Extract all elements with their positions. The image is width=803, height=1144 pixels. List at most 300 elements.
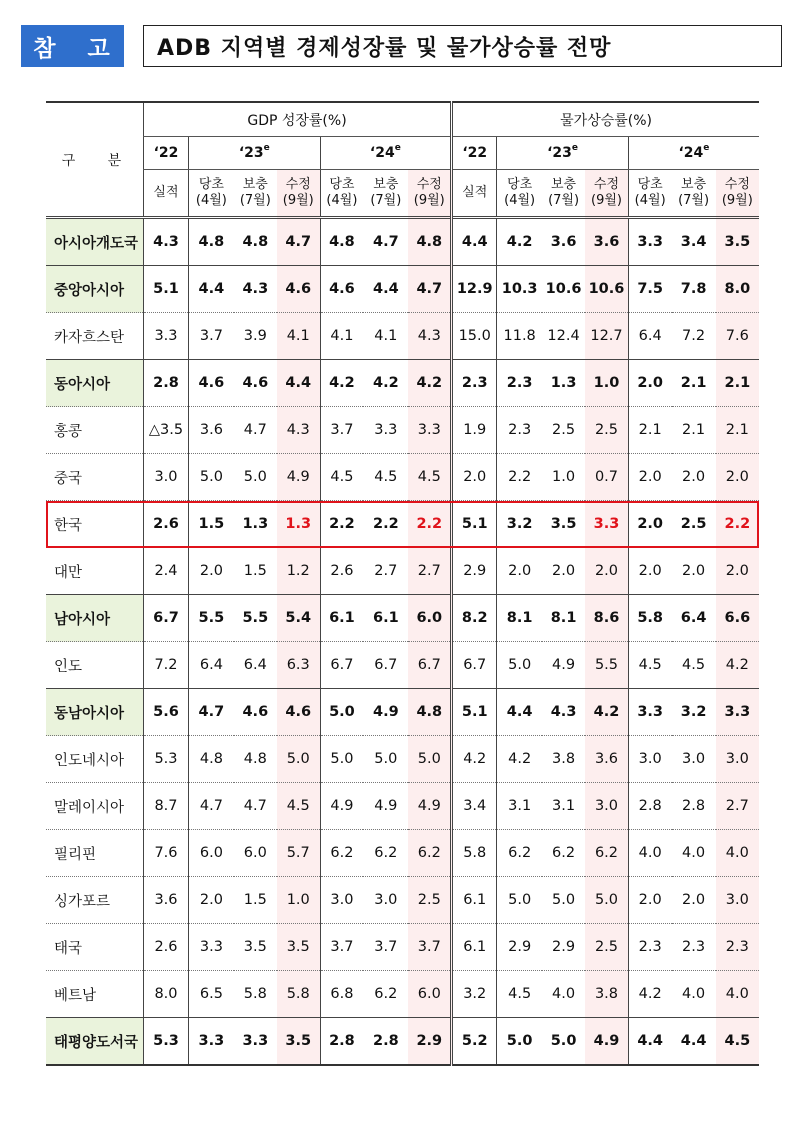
cpi-value-cell: 2.0: [542, 548, 585, 595]
cpi-value-cell: 1.0: [542, 454, 585, 501]
table-row: [46, 548, 759, 595]
cpi-value-cell: 4.2: [628, 971, 671, 1018]
gdp-value-cell: 5.0: [277, 736, 320, 783]
cpi-value-cell: 2.0: [628, 877, 671, 924]
region-name: 아시아개도국: [46, 218, 143, 266]
gdp-value-cell: 3.7: [320, 407, 363, 454]
cpi-value-cell: 5.0: [585, 877, 628, 924]
gdp-value-cell: 5.8: [234, 971, 277, 1018]
cpi-value-cell: 3.0: [672, 736, 716, 783]
cpi-value-cell: 2.2: [716, 501, 759, 548]
table-row: [46, 266, 759, 313]
cpi-group-header: 물가상승률(%): [452, 102, 759, 137]
gdp-value-cell: 4.7: [408, 266, 451, 313]
region-name: 남아시아: [46, 595, 143, 642]
cpi-value-cell: 5.0: [497, 1018, 542, 1066]
cpi-value-cell: 4.5: [716, 1018, 759, 1066]
cpi-value-cell: 4.2: [452, 736, 497, 783]
gdp-value-cell: 2.5: [408, 877, 451, 924]
cpi-value-cell: 2.8: [672, 783, 716, 830]
gdp-value-cell: 6.7: [363, 642, 408, 689]
gdp-value-cell: 4.8: [408, 689, 451, 736]
region-name: 베트남: [46, 971, 143, 1018]
gdp-value-cell: 5.0: [320, 689, 363, 736]
gdp-value-cell: 6.7: [320, 642, 363, 689]
cpi-value-cell: 2.3: [452, 360, 497, 407]
gdp-value-cell: 3.5: [277, 924, 320, 971]
cpi-value-cell: 1.9: [452, 407, 497, 454]
cpi-value-cell: 3.3: [628, 218, 671, 266]
cpi-value-cell: 6.1: [452, 877, 497, 924]
cpi-value-cell: 4.0: [672, 830, 716, 877]
year-22-cpi: ‘22: [452, 137, 497, 170]
cpi-value-cell: 8.1: [542, 595, 585, 642]
gdp-group-header: GDP 성장률(%): [143, 102, 451, 137]
gdp-value-cell: 3.3: [234, 1018, 277, 1066]
gdp-value-cell: 6.3: [277, 642, 320, 689]
gdp-value-cell: 5.1: [143, 266, 188, 313]
gdp-value-cell: 1.0: [277, 877, 320, 924]
cpi-value-cell: 1.3: [542, 360, 585, 407]
cpi-value-cell: 2.0: [628, 360, 671, 407]
gdp-value-cell: 6.2: [408, 830, 451, 877]
cpi-value-cell: 2.0: [672, 454, 716, 501]
gdp-value-cell: 4.4: [277, 360, 320, 407]
cpi-value-cell: 5.0: [497, 877, 542, 924]
gdp-value-cell: 4.6: [234, 689, 277, 736]
year-23-gdp: ‘23e: [189, 137, 321, 170]
cpi-value-cell: 6.6: [716, 595, 759, 642]
cpi-value-cell: 2.0: [628, 454, 671, 501]
gdp-value-cell: 5.6: [143, 689, 188, 736]
cpi-value-cell: 3.2: [672, 689, 716, 736]
cpi-value-cell: 2.1: [716, 360, 759, 407]
cpi-value-cell: 3.4: [452, 783, 497, 830]
gdp-value-cell: 4.4: [189, 266, 234, 313]
gdp-value-cell: 5.0: [189, 454, 234, 501]
table-row: [46, 642, 759, 689]
gdp-value-cell: 6.8: [320, 971, 363, 1018]
gdp-value-cell: 4.3: [277, 407, 320, 454]
gdp-value-cell: 3.7: [363, 924, 408, 971]
subhead-orig: 당초 (4월): [497, 170, 542, 218]
cpi-value-cell: 7.2: [672, 313, 716, 360]
gdp-value-cell: 5.5: [234, 595, 277, 642]
gdp-value-cell: 4.6: [277, 266, 320, 313]
table-header: [46, 102, 759, 218]
gdp-value-cell: 2.4: [143, 548, 188, 595]
gdp-value-cell: 1.5: [189, 501, 234, 548]
reference-badge: 참 고: [21, 25, 124, 67]
cpi-value-cell: 6.2: [585, 830, 628, 877]
gdp-value-cell: 4.8: [320, 218, 363, 266]
cpi-value-cell: 2.3: [672, 924, 716, 971]
cpi-value-cell: 5.8: [452, 830, 497, 877]
subhead-rev: 수정 (9월): [277, 170, 320, 218]
gdp-value-cell: 4.7: [234, 783, 277, 830]
gdp-value-cell: 3.5: [277, 1018, 320, 1066]
subhead-rev: 수정 (9월): [408, 170, 451, 218]
gdp-value-cell: 2.8: [363, 1018, 408, 1066]
table-row: [46, 454, 759, 501]
gdp-value-cell: 4.8: [234, 218, 277, 266]
cpi-value-cell: 10.3: [497, 266, 542, 313]
cpi-value-cell: 4.5: [497, 971, 542, 1018]
gdp-value-cell: 2.0: [189, 877, 234, 924]
cpi-value-cell: 2.0: [497, 548, 542, 595]
subheader-row: [46, 170, 759, 218]
subhead-orig: 당초 (4월): [628, 170, 671, 218]
gdp-value-cell: 6.0: [408, 971, 451, 1018]
gdp-value-cell: 4.6: [234, 360, 277, 407]
cpi-value-cell: 4.5: [672, 642, 716, 689]
cpi-value-cell: 3.6: [542, 218, 585, 266]
gdp-value-cell: 3.3: [189, 1018, 234, 1066]
gdp-value-cell: 5.3: [143, 1018, 188, 1066]
cpi-value-cell: 2.1: [672, 407, 716, 454]
gdp-value-cell: 4.2: [320, 360, 363, 407]
cpi-value-cell: 4.0: [542, 971, 585, 1018]
gdp-value-cell: 3.0: [320, 877, 363, 924]
cpi-value-cell: 4.0: [628, 830, 671, 877]
gdp-value-cell: 4.3: [234, 266, 277, 313]
gdp-value-cell: 4.4: [363, 266, 408, 313]
gdp-value-cell: 6.1: [363, 595, 408, 642]
table-row: [46, 313, 759, 360]
cpi-value-cell: 12.9: [452, 266, 497, 313]
region-name: 대만: [46, 548, 143, 595]
gdp-value-cell: 2.6: [143, 924, 188, 971]
cpi-value-cell: 5.1: [452, 689, 497, 736]
table-row: [46, 830, 759, 877]
gdp-value-cell: 6.4: [189, 642, 234, 689]
gdp-value-cell: 6.2: [320, 830, 363, 877]
gdp-value-cell: 8.7: [143, 783, 188, 830]
gdp-value-cell: 4.7: [277, 218, 320, 266]
gdp-value-cell: 5.5: [189, 595, 234, 642]
cpi-value-cell: 4.2: [716, 642, 759, 689]
cpi-value-cell: 2.0: [585, 548, 628, 595]
cpi-value-cell: 3.0: [716, 877, 759, 924]
gdp-value-cell: 4.5: [320, 454, 363, 501]
cpi-value-cell: 11.8: [497, 313, 542, 360]
subhead-sup: 보충 (7월): [548, 177, 580, 208]
gdp-value-cell: 5.7: [277, 830, 320, 877]
cpi-value-cell: 3.8: [585, 971, 628, 1018]
gdp-value-cell: 2.6: [320, 548, 363, 595]
subhead-actual: 실적: [452, 170, 497, 218]
cpi-value-cell: 2.3: [497, 360, 542, 407]
subhead-sup: 보충 (7월): [678, 177, 710, 208]
gdp-value-cell: 3.0: [363, 877, 408, 924]
cpi-value-cell: 3.5: [542, 501, 585, 548]
gdp-value-cell: 1.3: [234, 501, 277, 548]
gdp-value-cell: 1.3: [277, 501, 320, 548]
cpi-value-cell: 6.4: [628, 313, 671, 360]
cpi-value-cell: 2.9: [452, 548, 497, 595]
gdp-value-cell: △3.5: [143, 407, 188, 454]
cpi-value-cell: 15.0: [452, 313, 497, 360]
cpi-value-cell: 4.0: [716, 830, 759, 877]
gdp-value-cell: 4.1: [277, 313, 320, 360]
cpi-value-cell: 3.1: [497, 783, 542, 830]
cpi-value-cell: 10.6: [585, 266, 628, 313]
cpi-value-cell: 3.6: [585, 218, 628, 266]
gdp-value-cell: 6.2: [363, 830, 408, 877]
cpi-value-cell: 2.1: [628, 407, 671, 454]
cpi-value-cell: 3.3: [585, 501, 628, 548]
gdp-value-cell: 6.0: [234, 830, 277, 877]
cpi-value-cell: 4.2: [497, 736, 542, 783]
region-name: 동남아시아: [46, 689, 143, 736]
table-row: [46, 1018, 759, 1066]
subhead-rev: 수정 (9월): [716, 170, 759, 218]
cpi-value-cell: 2.2: [497, 454, 542, 501]
year-23-cpi: ‘23e: [497, 137, 629, 170]
cpi-value-cell: 4.3: [542, 689, 585, 736]
cpi-value-cell: 2.3: [716, 924, 759, 971]
gdp-value-cell: 4.7: [189, 689, 234, 736]
cpi-value-cell: 4.2: [497, 218, 542, 266]
cpi-value-cell: 4.4: [628, 1018, 671, 1066]
subhead-sup: 보충 (7월): [239, 177, 271, 208]
gdp-value-cell: 4.7: [363, 218, 408, 266]
cpi-value-cell: 5.0: [542, 1018, 585, 1066]
table-body: [46, 218, 759, 1066]
table-row: [46, 407, 759, 454]
gdp-value-cell: 4.3: [408, 313, 451, 360]
gdp-value-cell: 4.5: [408, 454, 451, 501]
table-row: [46, 360, 759, 407]
table-row: [46, 595, 759, 642]
cpi-value-cell: 10.6: [542, 266, 585, 313]
year-24-gdp: ‘24e: [320, 137, 452, 170]
gdp-value-cell: 2.8: [143, 360, 188, 407]
cpi-value-cell: 8.6: [585, 595, 628, 642]
cpi-value-cell: 2.8: [628, 783, 671, 830]
cpi-value-cell: 4.0: [716, 971, 759, 1018]
gdp-value-cell: 3.9: [234, 313, 277, 360]
gdp-value-cell: 4.6: [320, 266, 363, 313]
cpi-value-cell: 2.0: [672, 877, 716, 924]
gdp-value-cell: 4.9: [363, 689, 408, 736]
gdp-value-cell: 3.6: [189, 407, 234, 454]
gdp-value-cell: 4.8: [408, 218, 451, 266]
gdp-value-cell: 6.5: [189, 971, 234, 1018]
region-name: 동아시아: [46, 360, 143, 407]
page-title: ADB 지역별 경제성장률 및 물가상승률 전망: [143, 25, 782, 67]
subhead-rev: 수정 (9월): [585, 170, 628, 218]
gdp-value-cell: 3.7: [320, 924, 363, 971]
cpi-value-cell: 3.6: [585, 736, 628, 783]
cpi-value-cell: 2.5: [542, 407, 585, 454]
gdp-value-cell: 2.8: [320, 1018, 363, 1066]
gdp-value-cell: 4.8: [189, 736, 234, 783]
gdp-value-cell: 6.7: [143, 595, 188, 642]
cpi-value-cell: 4.5: [628, 642, 671, 689]
gdp-value-cell: 5.3: [143, 736, 188, 783]
cpi-value-cell: 2.9: [497, 924, 542, 971]
gdp-value-cell: 4.9: [320, 783, 363, 830]
cpi-value-cell: 6.2: [497, 830, 542, 877]
cpi-value-cell: 5.0: [542, 877, 585, 924]
gdp-value-cell: 5.8: [277, 971, 320, 1018]
cpi-value-cell: 2.0: [628, 548, 671, 595]
cpi-value-cell: 5.1: [452, 501, 497, 548]
gdp-value-cell: 4.6: [189, 360, 234, 407]
gdp-value-cell: 7.2: [143, 642, 188, 689]
table-row: [46, 924, 759, 971]
cpi-value-cell: 3.1: [542, 783, 585, 830]
gdp-value-cell: 4.1: [320, 313, 363, 360]
cpi-value-cell: 6.2: [542, 830, 585, 877]
gdp-value-cell: 4.8: [189, 218, 234, 266]
gdp-value-cell: 4.1: [363, 313, 408, 360]
table-row: [46, 877, 759, 924]
cpi-value-cell: 2.0: [672, 548, 716, 595]
gdp-value-cell: 1.5: [234, 548, 277, 595]
cpi-value-cell: 2.5: [585, 924, 628, 971]
cpi-value-cell: 6.7: [452, 642, 497, 689]
forecast-table: [46, 101, 759, 1066]
cpi-value-cell: 0.7: [585, 454, 628, 501]
table-row: [46, 736, 759, 783]
cpi-value-cell: 4.9: [585, 1018, 628, 1066]
region-name: 한국: [46, 501, 143, 548]
year-24-cpi: ‘24e: [628, 137, 759, 170]
gdp-value-cell: 8.0: [143, 971, 188, 1018]
cpi-value-cell: 8.0: [716, 266, 759, 313]
region-name: 홍콩: [46, 407, 143, 454]
gdp-value-cell: 4.5: [363, 454, 408, 501]
gdp-value-cell: 4.8: [234, 736, 277, 783]
cpi-value-cell: 8.2: [452, 595, 497, 642]
subhead-actual: 실적: [143, 170, 188, 218]
table-row: [46, 689, 759, 736]
cpi-value-cell: 2.0: [716, 454, 759, 501]
year-22-gdp: ‘22: [143, 137, 188, 170]
cpi-value-cell: 3.8: [542, 736, 585, 783]
gdp-value-cell: 4.9: [363, 783, 408, 830]
gdp-value-cell: 6.4: [234, 642, 277, 689]
gdp-value-cell: 3.3: [363, 407, 408, 454]
gdp-value-cell: 3.3: [143, 313, 188, 360]
region-name: 필리핀: [46, 830, 143, 877]
gdp-value-cell: 4.2: [363, 360, 408, 407]
cpi-value-cell: 5.8: [628, 595, 671, 642]
cpi-value-cell: 1.0: [585, 360, 628, 407]
gdp-value-cell: 5.4: [277, 595, 320, 642]
cpi-value-cell: 2.0: [716, 548, 759, 595]
cpi-value-cell: 2.0: [452, 454, 497, 501]
subhead-orig: 당초 (4월): [189, 170, 234, 218]
forecast-table-wrapper: [46, 101, 759, 1066]
gdp-value-cell: 5.0: [234, 454, 277, 501]
gdp-value-cell: 2.6: [143, 501, 188, 548]
subhead-sup: 보충 (7월): [370, 177, 402, 208]
gdp-value-cell: 6.0: [189, 830, 234, 877]
cpi-value-cell: 7.8: [672, 266, 716, 313]
region-name: 중국: [46, 454, 143, 501]
cpi-value-cell: 2.0: [628, 501, 671, 548]
cpi-value-cell: 2.5: [672, 501, 716, 548]
gdp-value-cell: 7.6: [143, 830, 188, 877]
gdp-value-cell: 3.7: [189, 313, 234, 360]
table-row: [46, 971, 759, 1018]
gdp-value-cell: 3.3: [189, 924, 234, 971]
cpi-value-cell: 2.3: [497, 407, 542, 454]
gdp-value-cell: 1.5: [234, 877, 277, 924]
cpi-value-cell: 3.0: [716, 736, 759, 783]
cpi-value-cell: 2.1: [716, 407, 759, 454]
cpi-value-cell: 3.0: [585, 783, 628, 830]
cpi-value-cell: 4.4: [497, 689, 542, 736]
gdp-value-cell: 2.2: [363, 501, 408, 548]
gdp-value-cell: 6.2: [363, 971, 408, 1018]
cpi-value-cell: 7.5: [628, 266, 671, 313]
cpi-value-cell: 5.2: [452, 1018, 497, 1066]
cpi-value-cell: 12.7: [585, 313, 628, 360]
cpi-value-cell: 6.1: [452, 924, 497, 971]
cpi-value-cell: 3.3: [628, 689, 671, 736]
gdp-value-cell: 3.5: [234, 924, 277, 971]
gdp-value-cell: 4.9: [408, 783, 451, 830]
gdp-value-cell: 3.6: [143, 877, 188, 924]
cpi-value-cell: 4.9: [542, 642, 585, 689]
gdp-value-cell: 5.0: [320, 736, 363, 783]
cpi-value-cell: 2.3: [628, 924, 671, 971]
cpi-value-cell: 3.0: [628, 736, 671, 783]
gdp-value-cell: 2.2: [320, 501, 363, 548]
region-name: 카자흐스탄: [46, 313, 143, 360]
cpi-value-cell: 12.4: [542, 313, 585, 360]
region-name: 중앙아시아: [46, 266, 143, 313]
subhead-orig: 당초 (4월): [320, 170, 363, 218]
gdp-value-cell: 6.1: [320, 595, 363, 642]
cpi-value-cell: 4.4: [672, 1018, 716, 1066]
region-name: 인도네시아: [46, 736, 143, 783]
gdp-value-cell: 6.7: [408, 642, 451, 689]
gdp-value-cell: 4.7: [234, 407, 277, 454]
gdp-value-cell: 4.5: [277, 783, 320, 830]
gdp-value-cell: 4.9: [277, 454, 320, 501]
cpi-value-cell: 3.2: [452, 971, 497, 1018]
cpi-value-cell: 2.1: [672, 360, 716, 407]
cpi-value-cell: 3.2: [497, 501, 542, 548]
gdp-value-cell: 2.0: [189, 548, 234, 595]
region-name: 말레이시아: [46, 783, 143, 830]
table-row-korea: [46, 501, 759, 548]
region-name: 태평양도서국: [46, 1018, 143, 1066]
cpi-value-cell: 2.5: [585, 407, 628, 454]
gdp-value-cell: 2.7: [363, 548, 408, 595]
cpi-value-cell: 3.3: [716, 689, 759, 736]
cpi-value-cell: 2.7: [716, 783, 759, 830]
cpi-value-cell: 2.9: [542, 924, 585, 971]
gdp-value-cell: 2.9: [408, 1018, 451, 1066]
gdp-value-cell: 3.0: [143, 454, 188, 501]
cpi-value-cell: 4.2: [585, 689, 628, 736]
gdp-value-cell: 3.3: [408, 407, 451, 454]
corner-header: 구 분: [46, 102, 143, 218]
cpi-value-cell: 4.0: [672, 971, 716, 1018]
table-row: [46, 783, 759, 830]
cpi-value-cell: 7.6: [716, 313, 759, 360]
gdp-value-cell: 4.7: [189, 783, 234, 830]
cpi-value-cell: 3.4: [672, 218, 716, 266]
cpi-value-cell: 5.0: [497, 642, 542, 689]
gdp-value-cell: 2.7: [408, 548, 451, 595]
